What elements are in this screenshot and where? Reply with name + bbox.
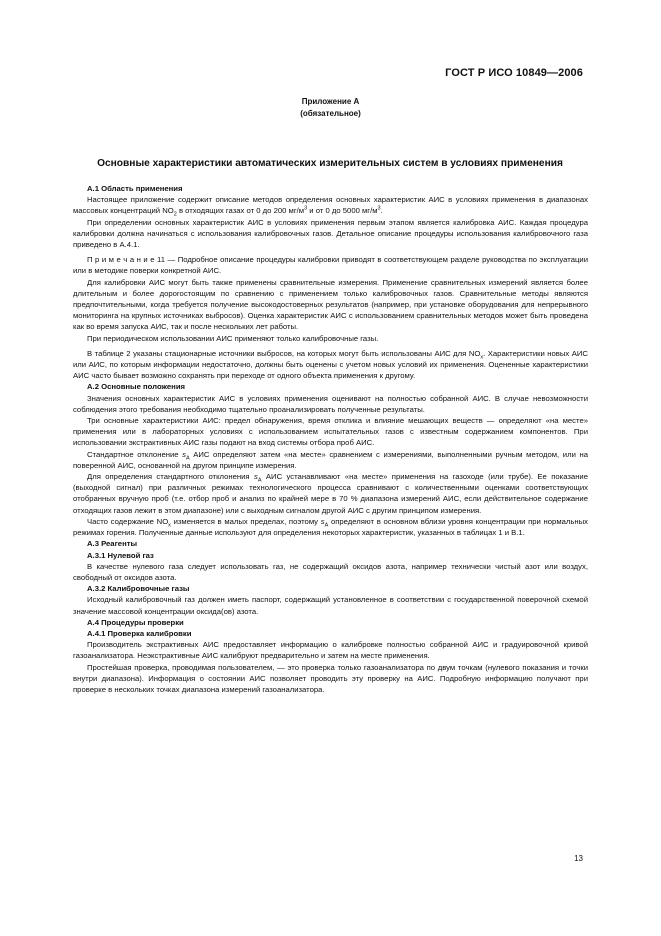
note-label: П р и м е ч а н и е	[87, 255, 155, 265]
a4-1-paragraph-2: Простейшая проверка, проводимая пользователем, — это проверка только газоанализатора по двум точкам (нулевого показания и точки внутри диапазона). Информация о состоянии АИС позволяет проводить эту проверку на АИС. Подробную информацию получают при проверке в нескольких точках диапазона измерений газоанализатора.	[73, 662, 588, 694]
page-number: 13	[574, 854, 583, 863]
annex-title-block	[0, 96, 661, 120]
a2-paragraph-4: Для определения стандартного отклонения $s_A$ АИС устанавливают «на месте» применения на газоходе (или трубе). Ее показание (выходной сигнал) при различных режимах технологического процесса сравнивают с количественными оценками соответствующих отобранных вручную проб (т.е. отбор проб и анализ по крайней мере в 70 % диапазона измерений АИС, если действительное содержание отходящих газов лежит в этом диапазоне) или с выходным сигналом другой АИС с другим принципом измерения.	[73, 472, 589, 515]
document-code: ГОСТ Р ИСО 10849—2006	[445, 67, 583, 79]
a1-paragraph-5: В таблице 2 указаны стационарные источники выбросов, на которых могут быть использованы АИС для $NO_x$. Характеристики новых АИС или АИС, по которым информации недостаточно, должны быть оценены с учетом новых условий их применения. Оцененные характеристики АИС часто бывает возможно сохранять при переходе от одного объекта применения к другому.	[73, 348, 588, 381]
section-a1-title: А.1 Область применения	[87, 184, 183, 193]
a1-note: П р и м е ч а н и е 11 — Подробное описание процедуры калибровки приводят в соответствующем разделе руководства по эксплуатации или в методике поверки конкретной АИС.	[73, 255, 588, 276]
main-heading: Основные характеристики автоматических измерительных систем в условиях применения	[97, 158, 563, 169]
a1-paragraph-4: При периодическом использовании АИС применяют только калибровочные газы.	[87, 333, 379, 343]
a4-1-paragraph-1: Производитель экстрактивных АИС предоставляет информацию о калибровке полностью собранной АИС и градуировочной кривой газоанализатора. Неэкстрактивные АИС калибруют предварительно и затем на месте применения.	[73, 640, 588, 661]
subsection-a3-2-title: А.3.2 Калибровочные газы	[87, 584, 190, 594]
subsection-a3-1-title: А.3.1 Нулевой газ	[87, 550, 154, 560]
a1-paragraph-1: Настоящее приложение содержит описание методов определения основных характеристик АИС в условиях применения в диапазонах массовых концентраций $NO_2$ в отходящих газах от 0 до 200 $мг/м^3$ и от 0 до 5000 $мг/м^3$.	[73, 195, 588, 218]
section-a4-title: А.4 Процедуры проверки	[87, 617, 184, 627]
section-a2-title: А.2 Основные положения	[87, 382, 186, 392]
a1-paragraph-2: При определении основных характеристик АИС в условиях применения первым этапом является калибровка АИС. Каждая процедура калибровки должна начинаться с использования калибровочных газов. Детальное описание процедуры использования калибровочного газа приведено в А.4.1.	[73, 217, 588, 250]
section-a3-title: А.3 Реагенты	[87, 539, 138, 549]
a1-paragraph-3: Для калибровки АИС могут быть также применены сравнительные измерения. Применение сравнительных измерений является более длительным и более дорогостоящим по сравнению с применением только калибровочных газов. Сравнительные методы являются предпочтительными, когда требуется получение высокодостоверных результатов (например, при установке оборудования для непрерывного мониторинга на крупных источниках выбросов). Оценка характеристик АИС с использованием сравнительных методов может быть проведена как во время запуска АИС, так и после нескольких лет работы.	[73, 277, 588, 332]
a2-paragraph-2: Три основные характеристики АИС: предел обнаружения, время отклика и влияние мешающих веществ — определяют «на месте» применения или в лабораторных условиях с использованием испытательных газов с известным содержанием компонентов. При использовании экстрактивных АИС газы подают на вход системы отбора проб АИС.	[73, 416, 588, 448]
a2-paragraph-5: Часто содержание $NO_x$ изменяется в малых пределах, поэтому $s_A$ определяют в основном вблизи уровня концентрации при нормальных режимах горения. Полученные данные используют для определения некоторых характеристик, указанных в таблицах 1 и В.1.	[73, 516, 588, 538]
document-body	[73, 183, 588, 695]
a3-1-paragraph: В качестве нулевого газа следует использовать газ, не содержащий оксидов азота, например технически чистый азот или воздух, свободный от оксидов азота.	[73, 561, 588, 582]
annex-status: (обязательное)	[300, 109, 361, 118]
annex-title: Приложение А	[301, 97, 360, 106]
a3-2-paragraph: Исходный калибровочный газ должен иметь паспорт, содержащий установленное в соответствии с государственной поверочной схемой значение массовой концентрации оксида(ов) азота.	[73, 595, 588, 616]
a2-paragraph-3: Стандартное отклонение $s_A$ АИС определяют затем «на месте» сравнением с измерениями, выполненными ручным методом, или на поверенной АИС, основанной на другом принципе измерения.	[73, 449, 588, 470]
subsection-a4-1-title: А.4.1 Проверка калибровки	[87, 628, 192, 638]
a2-paragraph-1: Значения основных характеристик АИС в условиях применения оценивают на полностью собранной АИС. В случае невозможности соблюдения этого требования необходимо тщательно проанализировать полученные результаты.	[73, 393, 588, 414]
